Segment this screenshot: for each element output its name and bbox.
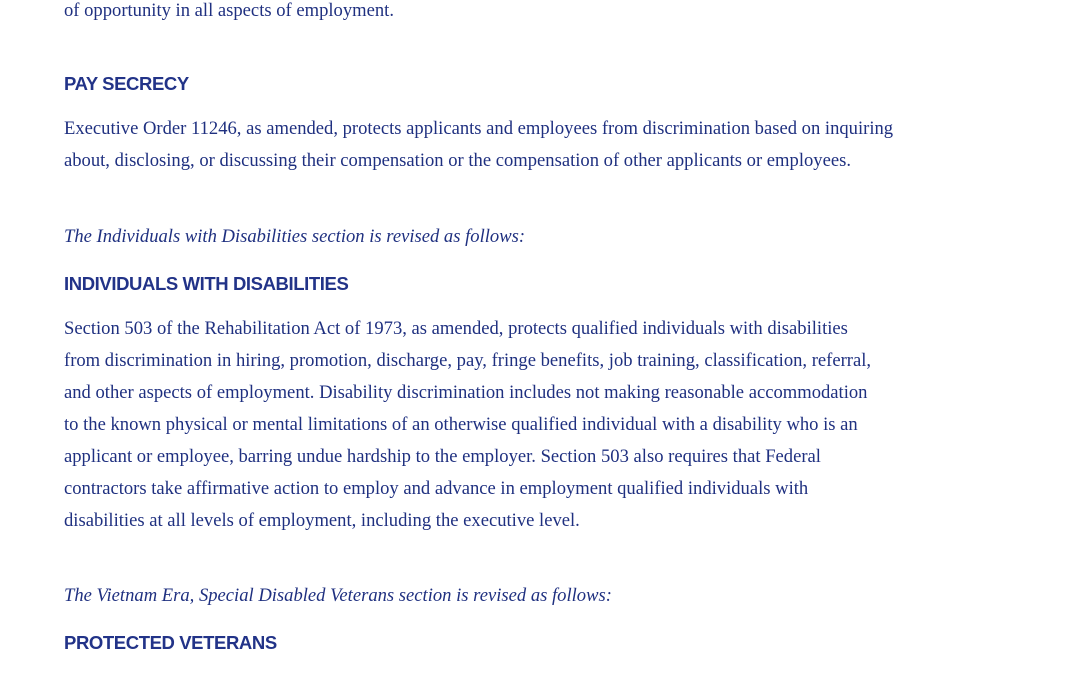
disabilities-revision-note: The Individuals with Disabilities section is revised as follows: (64, 226, 526, 247)
body-text-line: from discrimination in hiring, promotion, discharge, pay, fringe benefits, job training, classification, referral, (64, 350, 872, 371)
body-text-line: about, disclosing, or discussing their compensation or the compensation of other applicants or employees. (64, 150, 851, 171)
body-text-line: disabilities at all levels of employment, including the executive level. (64, 510, 580, 531)
body-text-line: applicant or employee, barring undue hardship to the employer. Section 503 also requires that Federal (64, 446, 821, 467)
protected-veterans-heading: PROTECTED VETERANS (64, 632, 277, 653)
disabilities-heading: INDIVIDUALS WITH DISABILITIES (64, 273, 349, 294)
pay-secrecy-heading: PAY SECRECY (64, 73, 189, 94)
body-text-line: contractors take affirmative action to employ and advance in employment qualified individuals with (64, 478, 809, 499)
body-text-line: of opportunity in all aspects of employment. (64, 0, 394, 21)
body-text-line: to the known physical or mental limitations of an otherwise qualified individual with a disability who is an (64, 414, 858, 435)
body-text-line: Section 503 of the Rehabilitation Act of 1973, as amended, protects qualified individuals with disabilities (64, 318, 848, 339)
body-text-line: and other aspects of employment. Disability discrimination includes not making reasonable accommodation (64, 382, 868, 403)
body-text-line: Executive Order 11246, as amended, protects applicants and employees from discrimination based on inquiring (64, 118, 894, 139)
veterans-revision-note: The Vietnam Era, Special Disabled Veterans section is revised as follows: (64, 585, 612, 606)
